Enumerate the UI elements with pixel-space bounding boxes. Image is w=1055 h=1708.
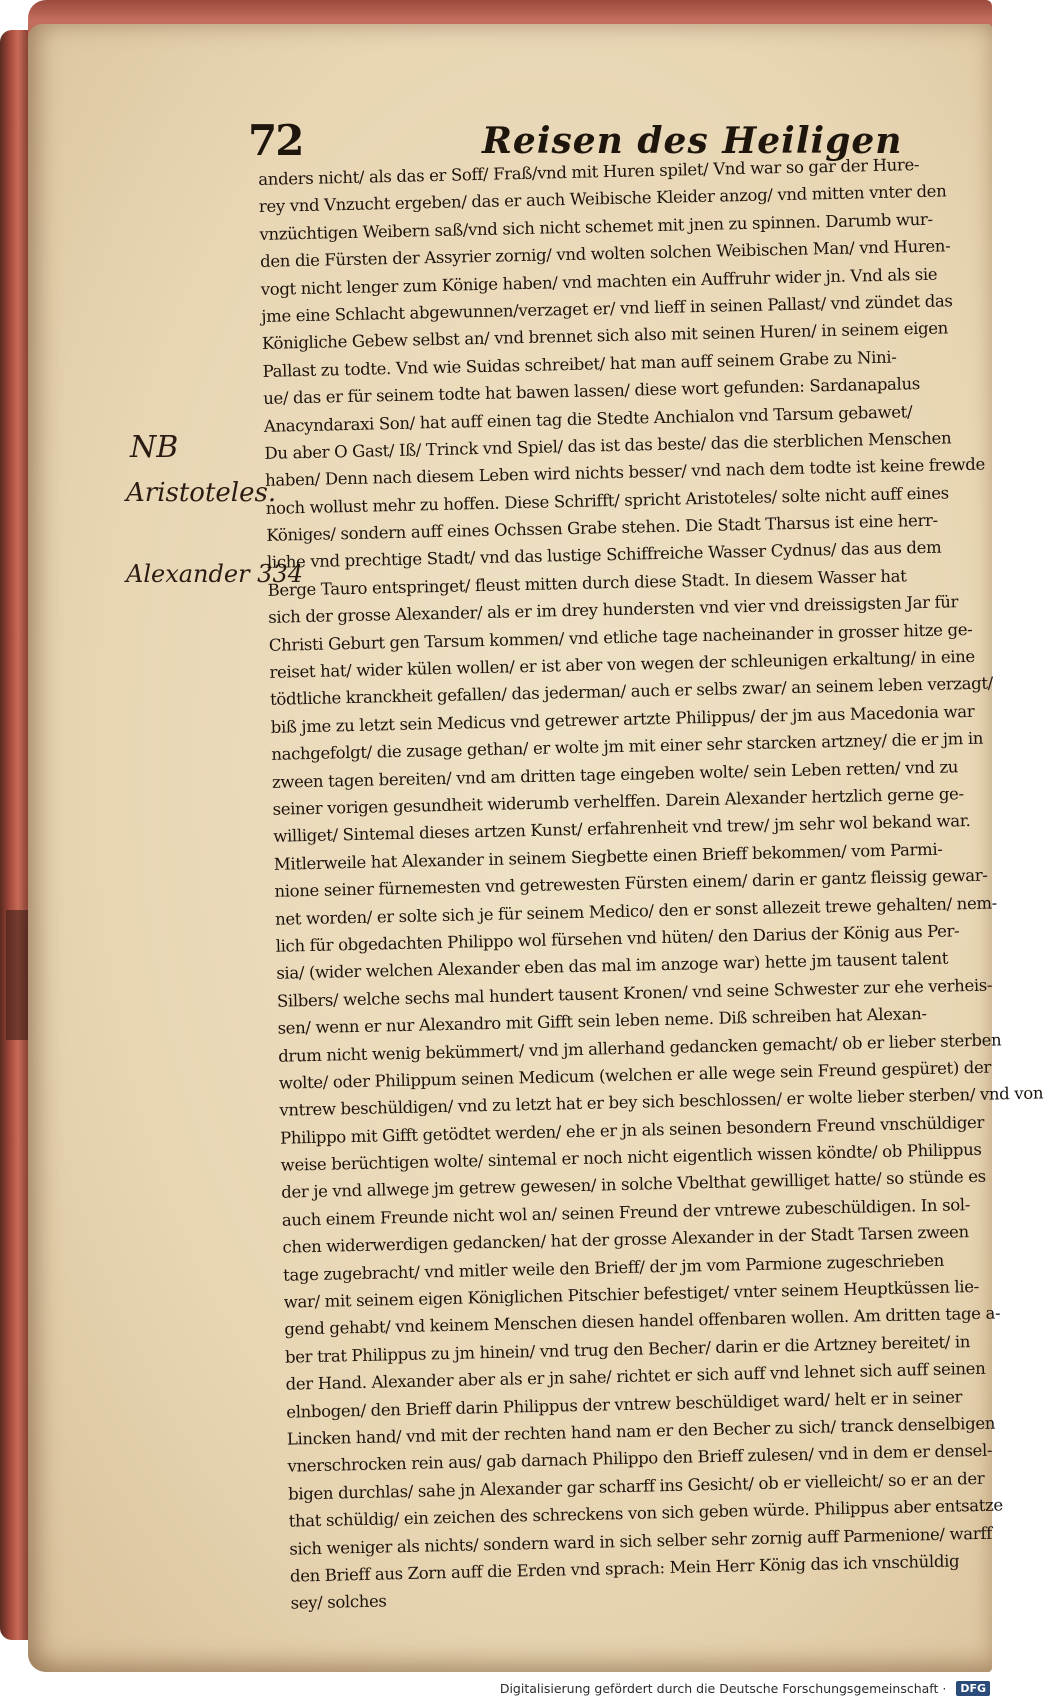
book-page <box>28 24 1044 1672</box>
text-line: vntrew beschüldigen/ vnd zu letzt hat er bey sich beschlossen/ er wolte lieber sterben/ vnd von <box>279 1083 1044 1121</box>
text-line: vnzüchtigen Weibern saß/vnd sich nicht schemet mit jnen zu spinnen. Darumb wur- <box>259 209 933 244</box>
text-line: drum nicht wenig bekümmert/ vnd jm allerhand gedancken gemacht/ ob er lieber sterben <box>277 1029 1002 1066</box>
text-line: nachgefolgt/ die zusage gethan/ er wolte jm mit einer sehr starcken artzney/ die er jm in <box>271 728 984 765</box>
text-line: williget/ Sintemal dieses artzen Kunst/ erfahrenheit vnd trew/ jm sehr wol bekand war. <box>273 811 971 847</box>
text-line: auch einem Freunde nicht wol an/ seinen Freund der vntrewe zubeschüldigen. In sol- <box>281 1194 971 1230</box>
text-line: rey vnd Vnzucht ergeben/ das er auch Weibische Kleider anzog/ vnd mitten vnter den <box>258 181 947 217</box>
text-line: reiset hat/ wider külen wollen/ er ist aber von wegen der schleunigen erkaltung/ in eine <box>269 646 976 682</box>
text-line: der je vnd allwege jm getrew gewesen/ in solche Vbelthat gewilliget hatte/ so stünde es <box>281 1167 986 1203</box>
text-line: den die Fürsten der Assyrier zornig/ vnd wolten solchen Weibischen Man/ vnd Huren- <box>259 236 951 272</box>
text-line: Anacyndaraxi Son/ hat auff einen tag die Stedte Anchialon vnd Tarsum gebawet/ <box>263 401 913 436</box>
text-line: wolte/ oder Philippum seinen Medicum (welchen er alle wege sein Freund gespüret) der <box>278 1057 992 1093</box>
text-line: chen widerwerdigen gedancken/ hat der grosse Alexander in der Stadt Tarsen zween <box>282 1222 969 1257</box>
text-line: liche vnd prechtige Stadt/ vnd das lustige Schiffreiche Wasser Cydnus/ das aus dem <box>266 538 942 573</box>
text-line: elnbogen/ den Brieff darin Philippus der vntrew beschüldiget ward/ helt er in seiner <box>286 1386 963 1422</box>
text-line: sich weniger als nichts/ sondern ward in sich selber sehr zornig auff Parmenione/ warff <box>289 1523 993 1559</box>
body-text <box>258 151 1044 1617</box>
text-line: that schüldig/ ein zeichen des schreckens von sich geben würde. Philippus aber entsatze <box>288 1495 1003 1531</box>
text-line: ue/ das er für seinem todte hat bawen lassen/ diese wort gefunden: Sardanapalus <box>263 374 921 409</box>
marginal-note-aristoteles: Aristoteles. <box>126 478 277 508</box>
text-line: haben/ Denn nach diesem Leben wird nichts besser/ vnd nach dem todte ist keine frewde <box>264 454 986 491</box>
book-fore-edge <box>0 30 30 1640</box>
text-line: den Brieff aus Zorn auff die Erden vnd sprach: Mein Herr König das ich vnschüldig <box>289 1551 960 1586</box>
digitization-credit <box>0 1680 1000 1704</box>
dfg-logo: DFG <box>956 1681 990 1696</box>
text-line: Königliche Gebew selbst an/ vnd brennet sich also mit seinen Huren/ in seinem eigen <box>261 318 949 354</box>
text-line: lich für obgedachten Philippo wol fürsehen vnd hüten/ den Darius der König aus Per- <box>275 921 960 956</box>
marginal-note-nb: NB <box>130 430 179 465</box>
text-line: sich der grosse Alexander/ als er im drey hundersten vnd vier vnd dreissigsten Jar für <box>268 592 959 628</box>
text-line: Pallast zu todte. Vnd wie Suidas schreibet/ hat man auff seinem Grabe zu Nini- <box>262 347 897 381</box>
text-line: ber trat Philippus zu jm hinein/ vnd trug den Becher/ darin er die Artzney bereitet/ in <box>284 1331 971 1367</box>
text-line: noch wollust mehr zu hoffen. Diese Schrifft/ spricht Aristoteles/ solte nicht auff eines <box>265 483 949 518</box>
text-line: Philippo mit Gifft getödtet werden/ ehe er jn als seinen besondern Freund vnschüldiger <box>279 1112 985 1148</box>
text-line: tödtliche kranckheit gefallen/ das jederman/ auch er selbs zwar/ an seinem leben verzagt/ <box>269 673 994 710</box>
text-line: sen/ wenn er nur Alexandro mit Gifft sein leben neme. Diß schreiben hat Alexan- <box>277 1004 927 1038</box>
text-line: zween tagen bereiten/ vnd am dritten tage eingeben wolte/ sein Leben retten/ vnd zu <box>271 756 959 792</box>
text-line: Königes/ sondern auff eines Ochssen Grabe stehen. Die Stadt Tharsus ist eine herr- <box>266 510 938 545</box>
text-line: jme eine Schlacht abgewunnen/verzaget er/ vnd lieff in seinen Pallast/ vnd zündet das <box>261 291 953 326</box>
text-line: der Hand. Alexander aber als er jn sahe/ richtet er sich auff vnd lehnet sich auff seinen <box>285 1358 986 1394</box>
text-line: war/ mit seinem eigen Königlichen Pitschier befestiget/ vnter seinem Heuptküssen lie- <box>283 1276 980 1312</box>
text-line: net worden/ er solte sich je für seinem Medico/ den er sonst allezeit trewe gehalten/ nem- <box>274 892 998 929</box>
page-number: 72 <box>248 116 303 165</box>
text-line: Mitlerweile hat Alexander in seinem Siegbette einen Brieff bekommen/ vom Parmi- <box>273 839 943 874</box>
text-line: vnerschrocken rein aus/ gab darnach Philippo den Brieff zulesen/ vnd in dem er densel- <box>287 1441 993 1477</box>
text-line: weise berüchtigen wolte/ sintemal er noch nicht eigentlich wissen köndte/ ob Philippus <box>280 1139 982 1175</box>
text-line: sey/ solches <box>290 1591 387 1613</box>
text-line: gend gehabt/ vnd keinem Menschen diesen handel offenbaren wollen. Am dritten tage a- <box>284 1303 1001 1340</box>
running-title: Reisen des Heiligen <box>482 120 903 162</box>
text-line: nione seiner fürnemesten vnd getrewesten Fürsten einem/ darin er gantz fleissig gewar- <box>274 865 988 901</box>
text-line: Christi Geburt gen Tarsum kommen/ vnd etliche tage nacheinander in grosser hitze ge- <box>268 619 973 655</box>
marginal-note-alexander: Alexander 334 <box>126 560 303 588</box>
text-line: vogt nicht lenger zum Könige haben/ vnd machten ein Auffruhr wider jn. Vnd als sie <box>260 264 938 299</box>
text-line: seiner vorigen gesundheit widerumb verhelffen. Darein Alexander hertzlich gerne ge- <box>272 784 964 819</box>
text-line: tage zugebracht/ vnd mitler weile den Brieff/ der jm vom Parmione zugeschrieben <box>282 1250 945 1285</box>
text-line: sia/ (wider welchen Alexander eben das mal im anzoge war) hette jm tausent talent <box>276 948 949 984</box>
text-line: Silbers/ welche sechs mal hundert tausent Kronen/ vnd seine Schwester zur ehe verheis- <box>276 975 993 1011</box>
text-line: Du aber O Gast/ Iß/ Trinck vnd Spiel/ das ist das beste/ das die sterblichen Menschen <box>264 428 952 463</box>
text-line: Berge Tauro entspringet/ fleust mitten durch diese Stadt. In diesem Wasser hat <box>267 566 907 600</box>
text-line: biß jme zu letzt sein Medicus vnd getrewer artzte Philippus/ der jm aus Macedonia war <box>270 701 975 737</box>
text-line: anders nicht/ als das er Soff/ Fraß/vnd mit Huren spilet/ Vnd war so gar der Hure- <box>258 155 920 189</box>
text-line: Lincken hand/ vnd mit der rechten hand nam er den Becher zu sich/ tranck denselbigen <box>286 1413 996 1449</box>
text-line: bigen durchlas/ sahe jn Alexander gar scharff ins Gesicht/ ob er vielleicht/ so er an der <box>287 1468 985 1504</box>
credit-text: Digitalisierung gefördert durch die Deutsche Forschungsgemeinschaft · <box>499 1681 947 1696</box>
